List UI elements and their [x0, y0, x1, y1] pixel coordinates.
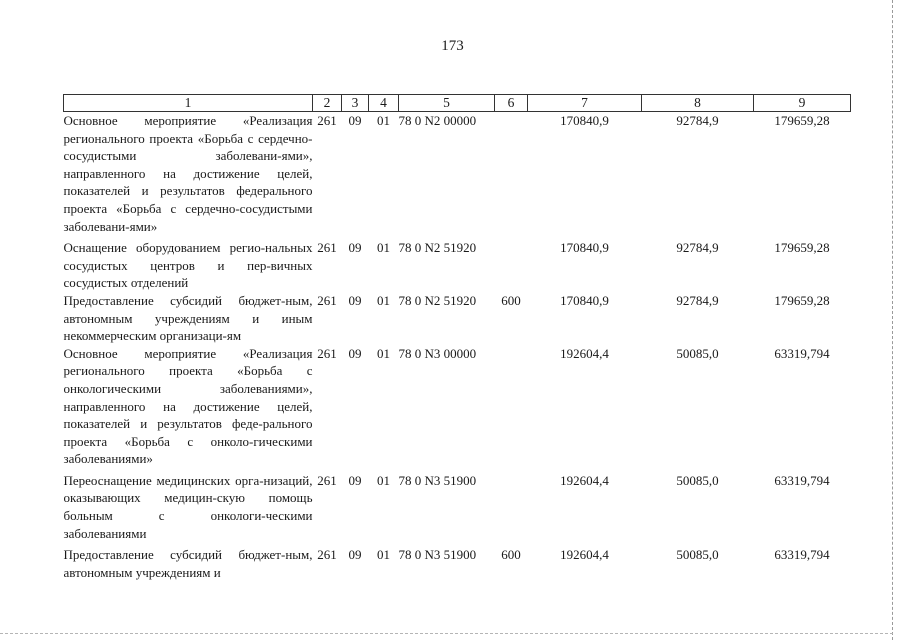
column-header: 4 [369, 95, 399, 112]
row-expense-type: 600 [501, 292, 521, 308]
row-description: Основное мероприятие «Реализация регионального проекта «Борьба с сердечно-сосудистыми заболевани-ями», направленного на достижение целей, показателей и результатов федерального проекта «Борьба с сердечно-сосудистыми заболевани-ями» [63, 113, 313, 234]
row-description: Основное мероприятие «Реализация регионального проекта «Борьба с онкологическими заболеваниями», направленного на достижение целей, показателей и результатов феде-рального проекта «Борьба с онколо-гическими заболеваниями» [63, 345, 313, 467]
budget-table [63, 94, 851, 581]
row-description: Оснащение оборудованием регио-нальных сосудистых центров и пер-вичных сосудистых отделений [63, 240, 313, 291]
column-header: 3 [342, 95, 369, 112]
row-amount-8: 50085,0 [676, 547, 719, 563]
row-subsection: 01 [377, 292, 390, 308]
row-amount-9: 179659,28 [774, 292, 830, 308]
column-header: 1 [64, 95, 313, 112]
row-amount-9: 63319,794 [774, 345, 830, 361]
row-amount-7: 170840,9 [560, 292, 609, 308]
row-amount-8: 92784,9 [676, 292, 719, 308]
row-admin-code: 261 [317, 472, 337, 488]
row-subsection: 01 [377, 345, 390, 361]
row-section: 09 [348, 547, 362, 563]
row-subsection: 01 [377, 547, 390, 563]
row-expense-type [495, 235, 528, 292]
column-header: 2 [313, 95, 342, 112]
row-section: 09 [348, 345, 362, 361]
row-expense-type: 600 [501, 547, 521, 563]
scan-edge-right [892, 0, 893, 640]
row-target-article: 78 0 N2 00000 [398, 113, 477, 128]
row-amount-9: 63319,794 [774, 547, 830, 563]
column-header: 5 [399, 95, 495, 112]
row-description: Предоставление субсидий бюджет-ным, автономным учреждениям и иным некоммерческим организаци-ям [63, 292, 313, 344]
row-target-article: 78 0 N2 51920 [398, 240, 477, 256]
row-subsection: 01 [377, 113, 390, 128]
row-target-article: 78 0 N3 51900 [398, 547, 477, 563]
table-row [64, 345, 851, 468]
row-section: 09 [348, 292, 362, 308]
row-admin-code: 261 [317, 240, 337, 256]
header-row [64, 95, 851, 112]
row-amount-7: 192604,4 [560, 547, 609, 563]
column-header: 9 [754, 95, 851, 112]
row-amount-9: 63319,794 [774, 472, 830, 488]
row-section: 09 [348, 240, 362, 256]
row-target-article: 78 0 N3 00000 [398, 345, 477, 361]
row-expense-type [495, 468, 528, 542]
row-admin-code: 261 [317, 113, 337, 128]
row-amount-9: 179659,28 [774, 113, 830, 128]
table-row [64, 292, 851, 345]
row-section: 09 [348, 472, 362, 488]
row-amount-7: 170840,9 [560, 240, 609, 256]
row-description: Предоставление субсидий бюджет-ным, автономным учреждениям и [63, 547, 313, 580]
row-section: 09 [348, 113, 362, 128]
row-target-article: 78 0 N2 51920 [398, 292, 477, 308]
row-amount-7: 192604,4 [560, 345, 609, 361]
page-number: 173 [441, 38, 464, 54]
row-amount-9: 179659,28 [774, 240, 830, 256]
scan-edge-bottom [0, 633, 893, 634]
row-expense-type [495, 112, 528, 236]
column-header: 6 [495, 95, 528, 112]
row-admin-code: 261 [317, 547, 337, 563]
row-amount-8: 92784,9 [676, 113, 719, 128]
row-subsection: 01 [377, 472, 390, 488]
row-amount-7: 170840,9 [560, 113, 609, 128]
row-admin-code: 261 [317, 292, 337, 308]
table-row [64, 468, 851, 542]
row-subsection: 01 [377, 240, 390, 256]
table-row [64, 112, 851, 236]
row-expense-type [495, 345, 528, 468]
row-description: Переоснащение медицинских орга-низаций, оказывающих медицин-скую помощь больным с онкологи-ческими заболеваниями [63, 472, 313, 541]
column-header: 8 [642, 95, 754, 112]
row-amount-8: 92784,9 [676, 240, 719, 256]
table-row [64, 235, 851, 292]
row-target-article: 78 0 N3 51900 [398, 472, 477, 488]
table-row [64, 542, 851, 581]
row-amount-7: 192604,4 [560, 472, 609, 488]
column-header: 7 [528, 95, 642, 112]
row-amount-8: 50085,0 [676, 345, 719, 361]
row-amount-8: 50085,0 [676, 472, 719, 488]
row-admin-code: 261 [317, 345, 337, 361]
